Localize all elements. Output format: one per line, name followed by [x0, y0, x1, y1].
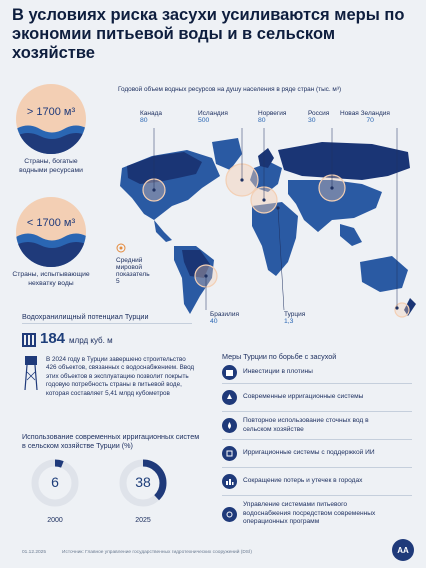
country-value: 500 — [198, 117, 210, 124]
water-tower-icon — [24, 356, 38, 390]
country-turkey — [284, 311, 305, 325]
country-value: 80 — [140, 117, 148, 124]
country-value: 70 — [366, 117, 374, 124]
footer-source: Источник: Главное управление государственных гидротехнических сооружений (DSİ) — [62, 550, 252, 555]
measure-text: Управление системами питьевого водоснабжения посредством современных операционных программ — [243, 501, 376, 526]
irrigation-donut-2025 — [118, 458, 168, 524]
measures-title: Меры Турции по борьбе с засухой — [222, 352, 337, 361]
measure-item — [222, 384, 412, 412]
wave-icon — [16, 197, 86, 267]
country-name: Канада — [140, 110, 163, 117]
country-name: Исландия — [198, 110, 228, 117]
water-scarce-badge — [16, 197, 86, 267]
aa-logo — [392, 539, 414, 561]
measure-item — [222, 440, 412, 468]
irrigation-title: Использование современных ирригационных систем в сельском хозяйстве Турции (%) — [22, 432, 200, 450]
reservoir-unit: млрд куб. м — [69, 336, 113, 345]
country-brazil — [210, 311, 239, 325]
badge-value: > 1700 м³ — [26, 106, 76, 118]
country-name: Россия — [308, 110, 330, 117]
measure-text: Повторное использование сточных вод в сельском хозяйстве — [243, 417, 369, 433]
dam-icon — [222, 365, 237, 380]
country-norway — [258, 110, 286, 124]
country-value: 80 — [258, 117, 266, 124]
irrigation-value: 38 — [135, 474, 151, 490]
reservoir-value: 184 — [40, 330, 66, 347]
irrigation-year: 2025 — [135, 517, 151, 524]
avg-value: 5 — [116, 278, 120, 285]
wave-icon — [16, 84, 86, 154]
measure-text: Ирригационные системы с поддержкой ИИ — [243, 449, 375, 457]
measure-text: Инвестиции в плотины — [243, 368, 313, 376]
avg-line-3: показатель — [116, 271, 150, 278]
country-value: 40 — [210, 318, 218, 325]
irrigation-year: 2000 — [47, 517, 63, 524]
measure-text: Сокращение потерь и утечек в городах — [243, 477, 363, 485]
dam-icon — [22, 331, 36, 347]
ai-icon — [222, 446, 237, 461]
category-rich — [12, 84, 90, 175]
avg-line-1: Средний — [116, 257, 143, 264]
measure-item — [222, 496, 412, 532]
country-new-zealand — [340, 110, 390, 124]
water-rich-badge — [16, 84, 86, 154]
logo-text: AA — [397, 545, 409, 555]
measures-list — [222, 362, 412, 532]
country-iceland — [198, 110, 228, 124]
category-label: Страны, богатые водными ресурсами — [19, 158, 83, 174]
map-caption: Годовой объем водных ресурсов на душу населения в ряде стран (тыс. м³) — [118, 86, 342, 93]
country-value: 1,3 — [284, 318, 294, 325]
country-name: Турция — [284, 311, 306, 318]
reservoir-number — [22, 330, 113, 347]
world-map — [92, 128, 422, 333]
country-name: Норвегия — [258, 110, 287, 117]
recycle-water-icon — [222, 418, 237, 433]
irrigation-donut-2000 — [30, 458, 80, 524]
badge-value: < 1700 м³ — [26, 217, 76, 229]
measure-item — [222, 468, 412, 496]
country-name: Бразилия — [210, 311, 239, 318]
reservoir-text: В 2024 году в Турции завершено строительство 426 объектов, связанных с водоснабжением. Ввод этих объектов в эксплуатацию позволит покрыть годовую потребность страны в питьевой воде, которая составляет 5,41 млрд кубометров — [46, 356, 195, 397]
sprinkler-icon — [222, 390, 237, 405]
footer-date: 01.12.2025 — [22, 550, 47, 555]
avg-line-2: мировой — [116, 264, 142, 271]
avg-marker-icon — [116, 243, 126, 253]
divider — [22, 323, 192, 324]
world-average — [116, 243, 150, 285]
measure-item — [222, 362, 412, 384]
country-canada — [140, 110, 162, 124]
country-name: Новая Зеландия — [340, 110, 390, 117]
country-value: 30 — [308, 117, 316, 124]
measure-text: Современные ирригационные системы — [243, 393, 364, 401]
reservoir-title: Водохранилищный потенциал Турции — [22, 312, 149, 321]
page-title: В условиях риска засухи усиливаются меры по экономии питьевой воды и в сельском хозяйстве — [12, 6, 405, 62]
city-icon — [222, 474, 237, 489]
category-label: Страны, испытывающие нехватку воды — [12, 271, 90, 287]
measure-item — [222, 412, 412, 440]
country-russia — [308, 110, 329, 124]
category-scarce — [12, 197, 90, 288]
network-icon — [222, 507, 237, 522]
irrigation-value: 6 — [51, 474, 59, 490]
